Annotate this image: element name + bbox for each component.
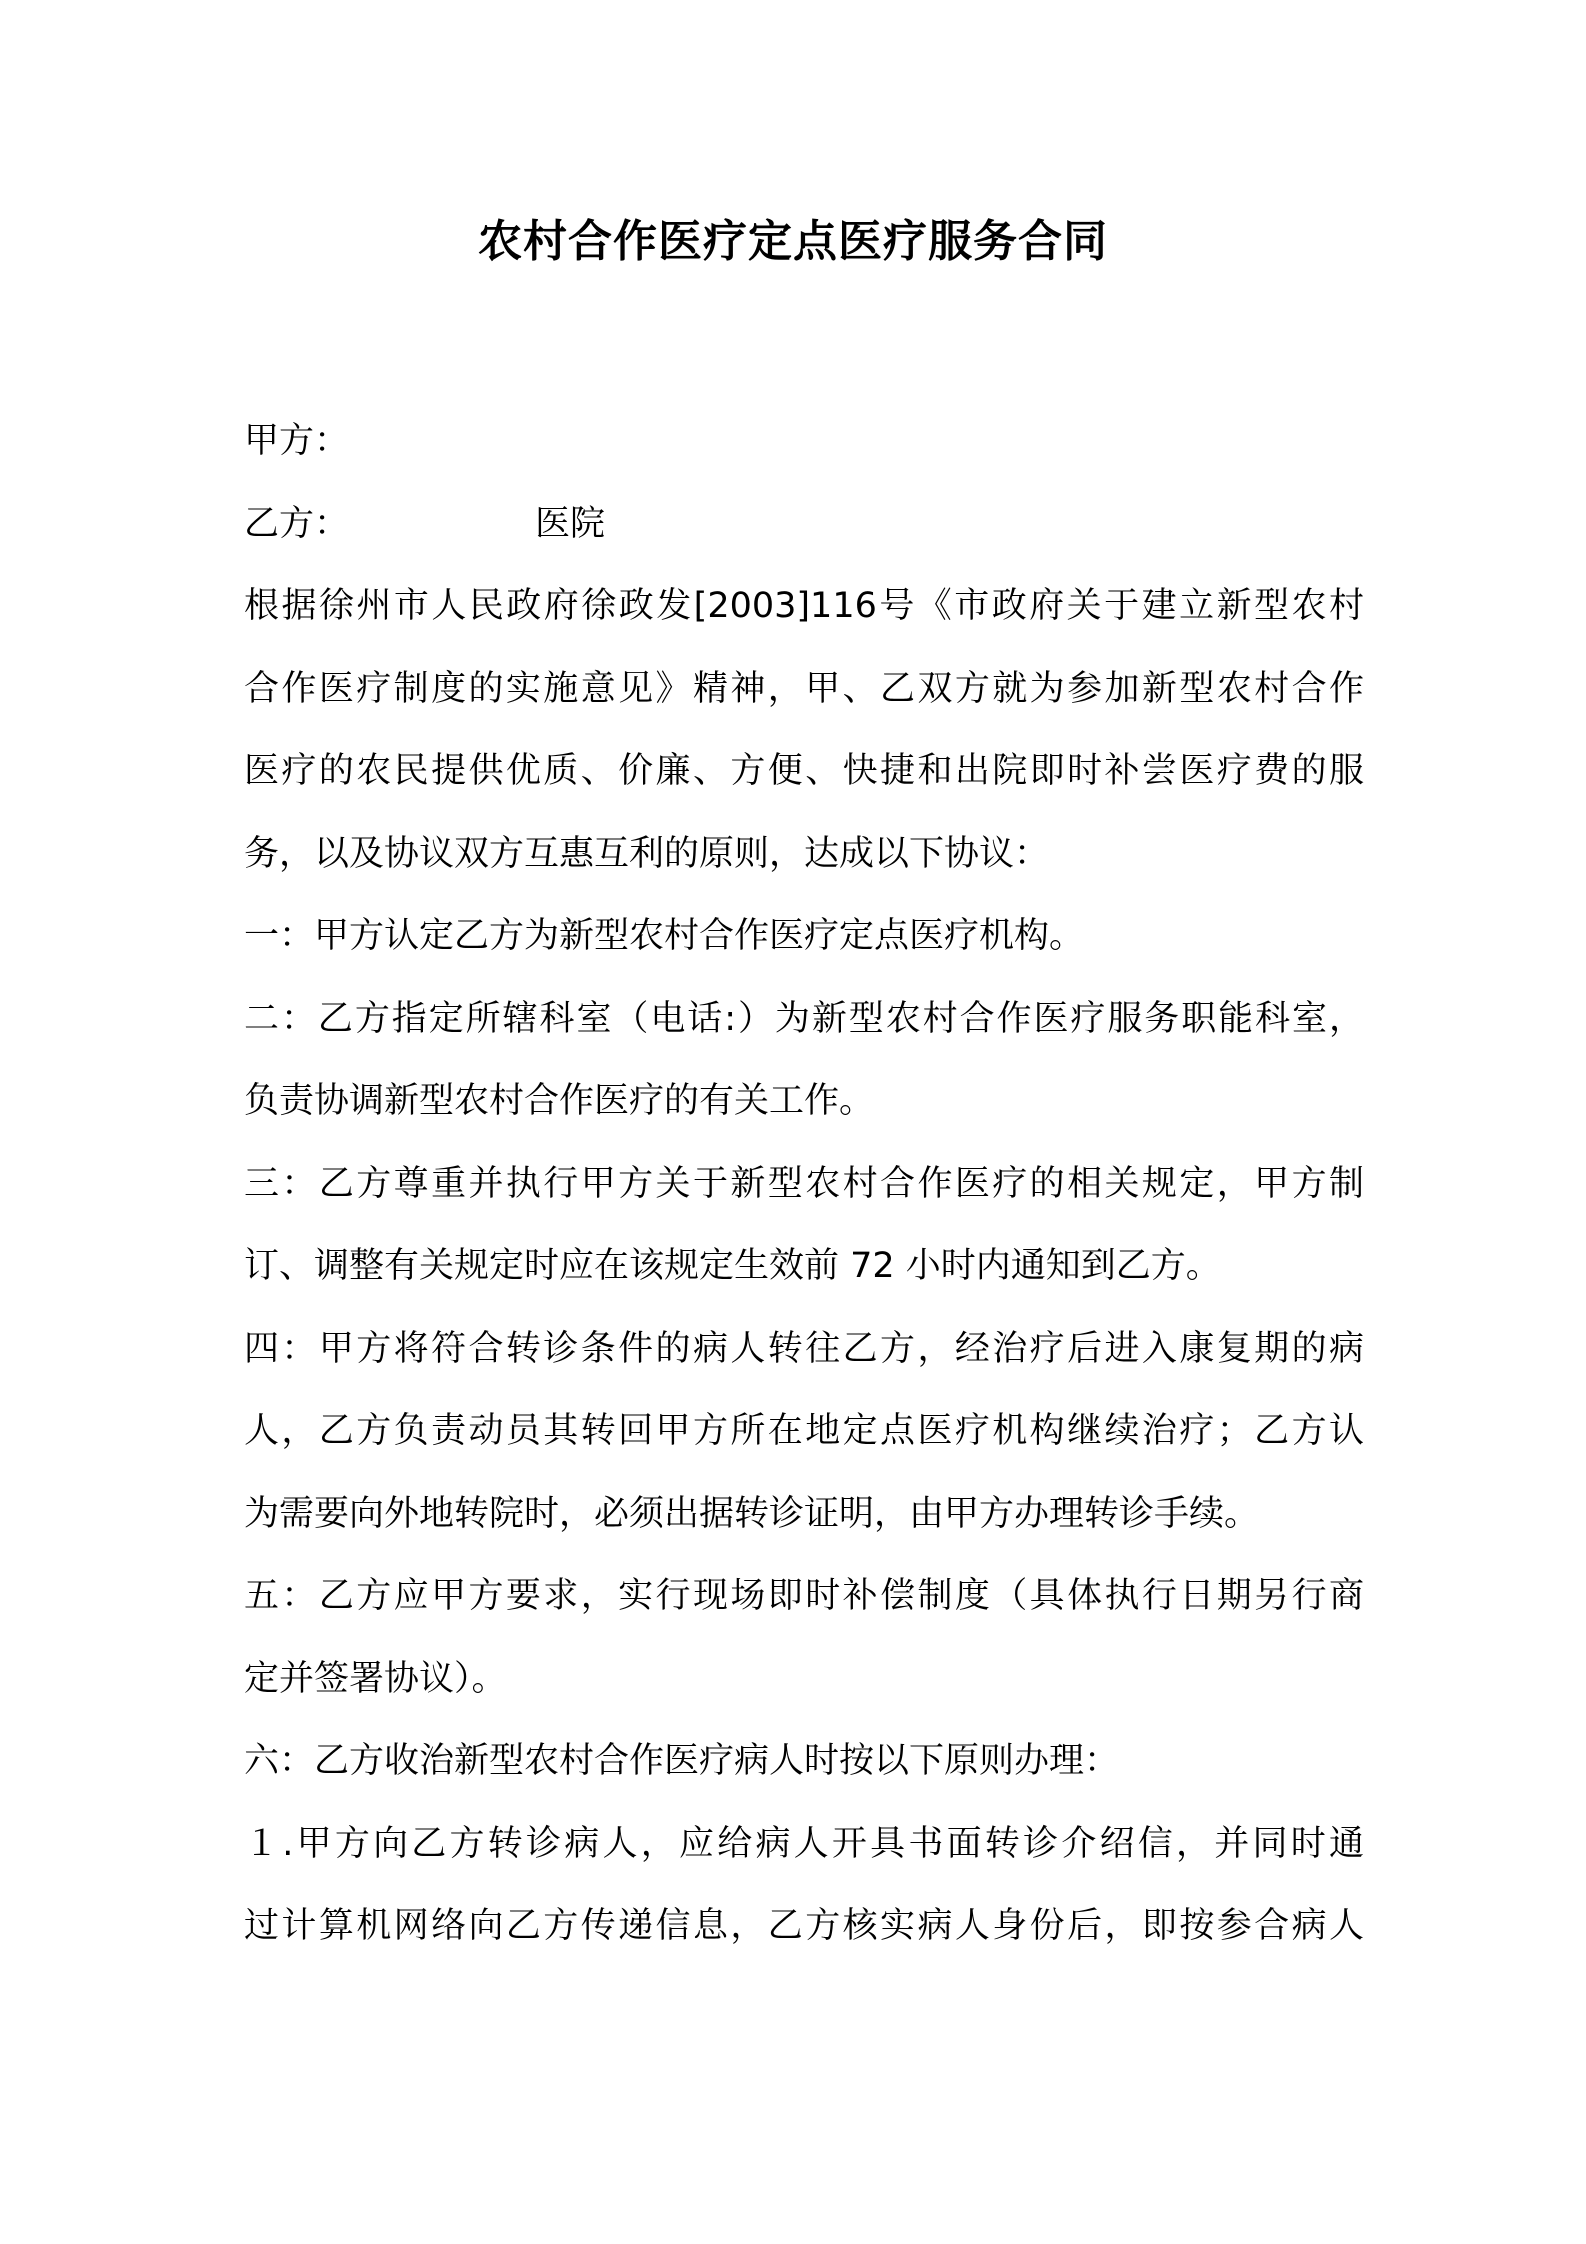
clause-2-line-1: 二：乙方指定所辖科室（电话:）为新型农村合作医疗服务职能科室，: [244, 998, 1364, 1039]
clause-4-line-3: 为需要向外地转院时，必须出据转诊证明，由甲方办理转诊手续。: [244, 1493, 1260, 1534]
body-line: 医疗的农民提供优质、价廉、方便、快捷和出院即时补尝医疗费的服: [244, 751, 1364, 791]
clause-4-line-2: 人，乙方负责动员其转回甲方所在地定点医疗机构继续治疗；乙方认: [244, 1411, 1364, 1451]
clause-1: 一：甲方认定乙方为新型农村合作医疗定点医疗机构。: [244, 916, 1085, 956]
body-line: 合作医疗制度的实施意见》精神，甲、乙双方就为参加新型农村合作: [244, 668, 1364, 709]
body-line: 根据徐州市人民政府徐政发[2003]116号《市政府关于建立新型农村: [244, 586, 1364, 626]
party-b-label: 乙方：: [244, 503, 350, 544]
clause-3-line-1: 三：乙方尊重并执行甲方关于新型农村合作医疗的相关规定，甲方制: [244, 1163, 1364, 1204]
clause-6-item-1-line-1: １.甲方向乙方转诊病人，应给病人开具书面转诊介绍信，并同时通: [244, 1823, 1364, 1864]
document-body: [244, 400, 1364, 1968]
party-b-line: [244, 483, 1364, 566]
clause-6: 六：乙方收治新型农村合作医疗病人时按以下原则办理：: [244, 1741, 1120, 1781]
clause-3-line-2: 订、调整有关规定时应在该规定生效前 72 小时内通知到乙方。: [244, 1246, 1221, 1286]
clause-5-line-1: 五：乙方应甲方要求，实行现场即时补偿制度（具体执行日期另行商: [244, 1576, 1364, 1616]
body-line: 务，以及协议双方互惠互利的原则，达成以下协议：: [244, 833, 1050, 874]
clause-6-item-1-line-2: 过计算机网络向乙方传递信息，乙方核实病人身份后，即按参合病人: [244, 1906, 1364, 1946]
clause-2-line-2: 负责协调新型农村合作医疗的有关工作。: [244, 1081, 875, 1121]
clause-4-line-1: 四：甲方将符合转诊条件的病人转往乙方，经治疗后进入康复期的病: [244, 1328, 1364, 1369]
document-title: 农村合作医疗定点医疗服务合同: [478, 216, 1108, 267]
party-a-line: [244, 400, 1364, 483]
clause-5-line-2: 定并签署协议）。: [244, 1658, 507, 1699]
party-b-name: 医院: [535, 503, 606, 544]
party-a-label: 甲方：: [244, 421, 350, 461]
